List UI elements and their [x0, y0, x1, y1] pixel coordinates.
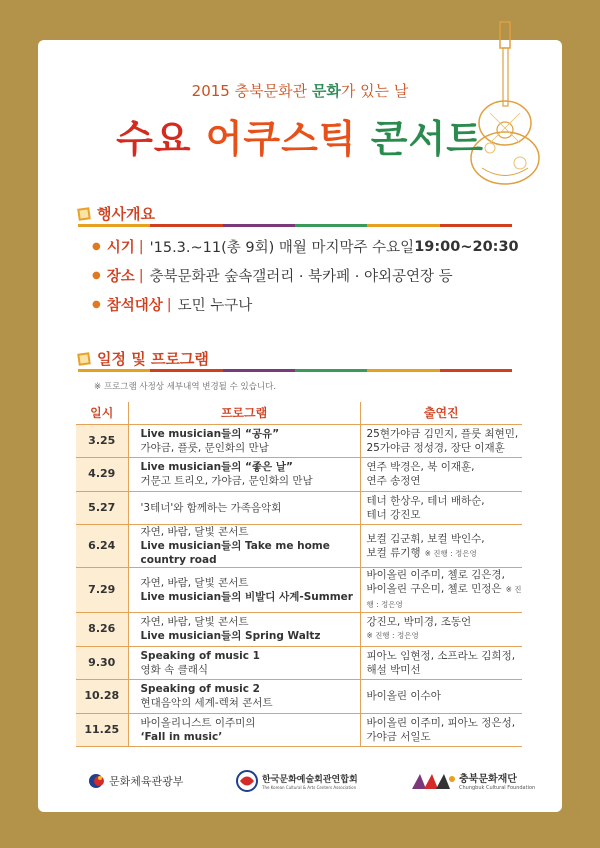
row-program — [128, 680, 360, 714]
performer-line: 테너 한상우, 테너 배하순, — [366, 494, 485, 507]
overview-place: ● 장소 | 충북문화관 숲속갤러리 · 북카페 · 야외공연장 등 — [92, 267, 453, 285]
col-performers: 출연진 — [360, 402, 522, 424]
row-program — [128, 568, 360, 613]
program-line: Live musician들의 “공유” — [140, 427, 280, 440]
note-icon — [77, 352, 91, 366]
schedule-divider — [78, 369, 512, 372]
performer-line — [367, 730, 523, 744]
footer-logo-kocaca: 한국문화예술회관연합회 The Korean Cultural & Arts Centers Association — [236, 770, 358, 792]
schedule-heading: 일정 및 프로그램 — [78, 348, 209, 369]
performer-line — [367, 441, 523, 455]
footer-logo-mcst: 문화체육관광부 — [88, 772, 183, 790]
performer-line: 바이올린 이주미, 피아노 정은성, — [366, 716, 516, 729]
overview-divider — [78, 224, 512, 227]
program-line: Speaking of music 2 — [140, 683, 260, 696]
mc-note: ※ 진행 : 정은영 — [366, 631, 419, 641]
row-program — [128, 491, 360, 525]
performer-text: 바이올린 구은미, 첼로 민정은 — [366, 583, 502, 595]
row-performers — [360, 491, 522, 525]
row-performers — [360, 568, 522, 613]
mcst-logo-icon — [88, 772, 106, 790]
row-performers — [360, 680, 522, 714]
program-line: Live musician들의 Take me home country road — [140, 540, 330, 566]
event-title: 수요 어쿠스틱 콘서트 — [116, 117, 484, 161]
program-line: ‘Fall in music’ — [140, 730, 223, 743]
table-row — [76, 646, 522, 680]
row-date: 4.29 — [76, 458, 128, 492]
note-icon — [77, 207, 91, 221]
row-date: 3.25 — [76, 424, 128, 458]
col-program: 프로그램 — [128, 402, 360, 424]
row-date: 9.30 — [76, 646, 128, 680]
row-date: 5.27 — [76, 491, 128, 525]
program-line: 현대음악의 세계-렉쳐 콘서트 — [140, 697, 273, 710]
program-line: 영화 속 클래식 — [140, 663, 209, 676]
row-performers — [360, 424, 522, 458]
performer-line — [367, 582, 523, 612]
program-line: 자연, 바람, 달빛 콘서트 — [140, 577, 249, 589]
table-row — [76, 713, 522, 747]
performer-line — [367, 546, 523, 561]
performer-line: 25현가야금 김민지, 플룻 최현민, — [366, 427, 519, 440]
footer-logo-cbcf: 충북문화재단 Chungbuk Cultural Foundation — [410, 770, 535, 791]
row-date: 6.24 — [76, 525, 128, 568]
row-date: 7.29 — [76, 568, 128, 613]
performer-line: 피아노 임현정, 소프라노 김희정, — [366, 649, 516, 662]
row-program — [128, 424, 360, 458]
schedule-note: ※ 프로그램 사정상 세부내역 변경될 수 있습니다. — [94, 382, 277, 392]
row-program — [128, 713, 360, 747]
overview-target: ● 참석대상 | 도민 누구나 — [92, 296, 253, 314]
table-row — [76, 568, 522, 613]
performer-line — [367, 474, 523, 488]
overview-heading: 행사개요 — [78, 203, 155, 224]
table-row — [76, 458, 522, 492]
performer-line — [367, 508, 523, 522]
row-performers — [360, 525, 522, 568]
performer-line: 바이올린 이주미, 첼로 김은경, — [366, 569, 505, 581]
program-line: 가야금, 플룻, 문인화의 만남 — [140, 441, 269, 454]
program-line: 거문고 트리오, 가야금, 문인화의 만남 — [140, 475, 313, 488]
mc-note: ※ 진행 : 정은영 — [366, 585, 522, 609]
performer-line: 강진모, 박미경, 조동언 — [366, 616, 472, 629]
table-row — [76, 424, 522, 458]
performer-text: 해설 박미선 — [366, 663, 421, 676]
schedule-table — [76, 402, 522, 747]
program-line: 바이올리니스트 이주미의 — [140, 716, 256, 729]
row-date: 8.26 — [76, 613, 128, 647]
row-date: 11.25 — [76, 713, 128, 747]
row-performers — [360, 713, 522, 747]
program-line: Speaking of music 1 — [140, 649, 260, 662]
row-performers — [360, 613, 522, 647]
table-row — [76, 525, 522, 568]
row-program — [128, 458, 360, 492]
performer-line: 보컬 김군휘, 보컬 박인수, — [366, 532, 485, 545]
table-row — [76, 680, 522, 714]
performer-text: 테너 강진모 — [366, 508, 421, 521]
row-program — [128, 613, 360, 647]
kocaca-logo-icon — [236, 770, 258, 792]
performer-text: 가야금 서일도 — [366, 730, 431, 743]
performer-line — [367, 663, 523, 677]
col-date: 일시 — [76, 402, 128, 424]
program-line: 자연, 바람, 달빛 콘서트 — [140, 616, 249, 629]
program-line: Live musician들의 “좋은 날” — [140, 461, 293, 474]
program-line: Live musician들의 비발디 사계-Summer — [140, 591, 353, 603]
performer-line: 연주 박경은, 북 이재훈, — [366, 461, 475, 474]
overview-time: ● 시기 | '15.3.~11(총 9회) 매월 마지막주 수요일 19:00~20:30 — [92, 238, 519, 256]
mc-note: ※ 진행 : 정은영 — [424, 548, 477, 558]
program-line: 자연, 바람, 달빛 콘서트 — [140, 526, 249, 538]
row-performers — [360, 646, 522, 680]
program-line: '3테너'와 함께하는 가족음악회 — [140, 501, 282, 514]
row-date: 10.28 — [76, 680, 128, 714]
table-row — [76, 491, 522, 525]
row-program — [128, 646, 360, 680]
performer-line: 바이올린 이수아 — [366, 690, 441, 703]
performer-text: 25가야금 정성경, 장단 이재훈 — [366, 441, 505, 454]
event-subtitle: 2015 충북문화관 문화가 있는 날 — [191, 82, 409, 100]
row-performers — [360, 458, 522, 492]
cbcf-logo-icon — [410, 771, 456, 791]
table-row — [76, 613, 522, 647]
row-program — [128, 525, 360, 568]
table-header-row — [76, 402, 522, 424]
program-line: Live musician들의 Spring Waltz — [140, 630, 321, 643]
performer-text: 보컬 류기행 — [366, 546, 421, 559]
performer-text: 연주 송정연 — [366, 475, 421, 488]
